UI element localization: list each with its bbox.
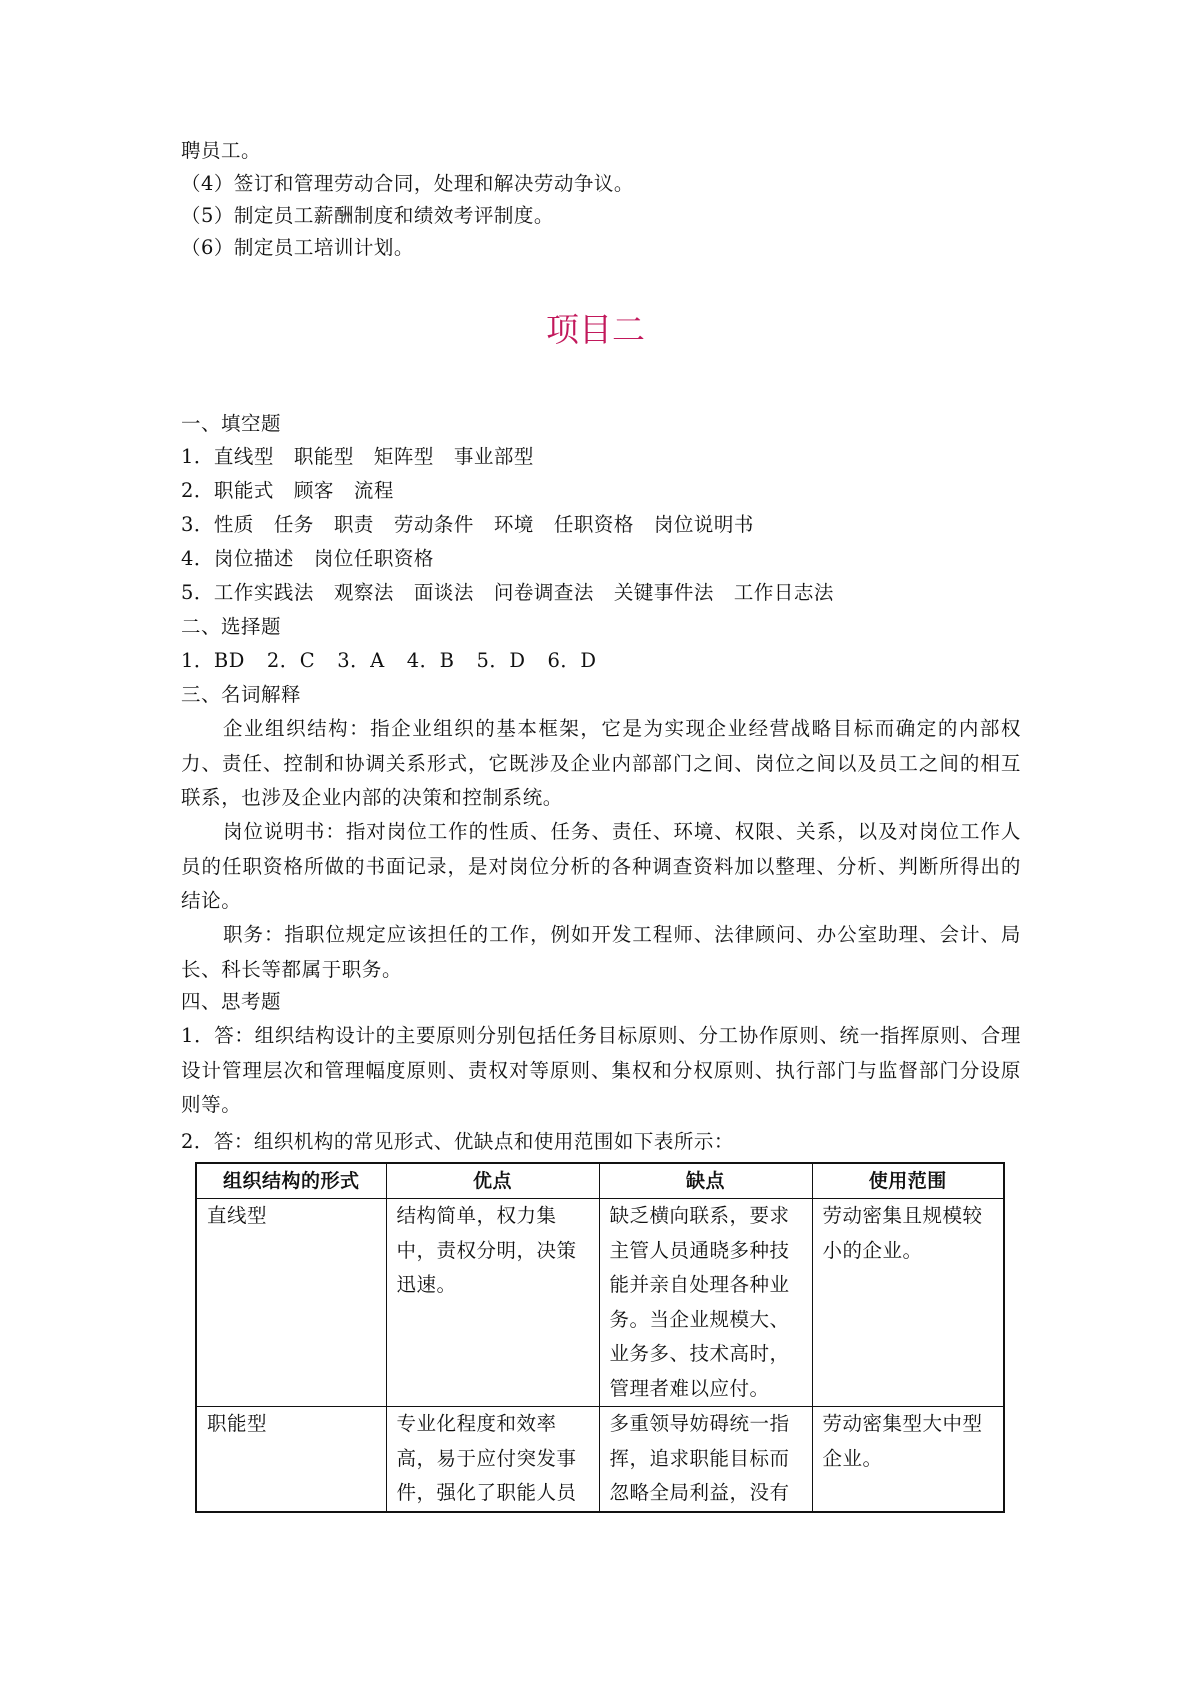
section-title: 项目二: [546, 310, 645, 349]
answer-line: 3．性质 任务 职责 劳动条件 环境 任职资格 岗位说明书: [181, 513, 754, 536]
section-heading-thinking: 四、思考题: [181, 990, 282, 1013]
section-heading-fill-in: 一、填空题: [181, 412, 282, 435]
cell-text: 职能型: [207, 1412, 268, 1435]
choice-answer: 6．D: [547, 649, 597, 672]
table-cell: 劳动密集且规模较小的企业。: [812, 1199, 1004, 1407]
answer-line: 2．答：组织机构的常见形式、优缺点和使用范围如下表所示：: [181, 1130, 734, 1153]
table-row: [196, 1199, 1004, 1407]
table-cell: 直线型: [196, 1199, 386, 1407]
answer-line: 4．岗位描述 岗位任职资格: [181, 547, 434, 570]
table-cell: [812, 1407, 1004, 1512]
choice-answer: 2．C: [266, 649, 316, 672]
table-cell: [386, 1407, 599, 1512]
column-header: 使用范围: [812, 1163, 1004, 1199]
choice-answers: [181, 649, 619, 673]
table-cell: 结构简单，权力集中，责权分明，决策迅速。: [386, 1199, 599, 1407]
table-cell: [599, 1407, 812, 1512]
cell-text: 多重领导妨碍统一指挥，追求职能目标而忽略全局利益，没有: [609, 1412, 790, 1504]
comparison-table: [195, 1162, 1005, 1513]
text-line: （6）制定员工培训计划。: [181, 236, 414, 259]
section-heading-terms: 三、名词解释: [181, 683, 302, 706]
table-header-row: [196, 1163, 1004, 1199]
text-line: 聘员工。: [181, 139, 262, 162]
table-row: [196, 1407, 1004, 1512]
choice-answer: 4．B: [406, 649, 455, 672]
term-paragraph: 岗位说明书：指对岗位工作的性质、任务、责任、环境、权限、关系，以及对岗位工作人员的任职资格所做的书面记录，是对岗位分析的各种调查资料加以整理、分析、判断所得出的结论。: [181, 820, 1021, 912]
choice-answer: 1．BD: [181, 649, 245, 672]
answer-paragraph: 1．答：组织结构设计的主要原则分别包括任务目标原则、分工协作原则、统一指挥原则、合理设计管理层次和管理幅度原则、责权对等原则、集权和分权原则、执行部门与监督部门分设原则等。: [181, 1024, 1021, 1116]
choice-answer: 5．D: [476, 649, 526, 672]
cell-text: 专业化程度和效率高，易于应付突发事件，强化了职能人员: [396, 1412, 577, 1504]
term-paragraph: 企业组织结构：指企业组织的基本框架，它是为实现企业经营战略目标而确定的内部权力、责任、控制和协调关系形式，它既涉及企业内部部门之间、岗位之间以及员工之间的相互联系，也涉及企业内部的决策和控制系统。: [181, 717, 1021, 809]
column-header: 缺点: [599, 1163, 812, 1199]
answer-line: 2．职能式 顾客 流程: [181, 479, 394, 502]
column-header: 组织结构的形式: [196, 1163, 386, 1199]
table-cell: 缺乏横向联系，要求主管人员通晓多种技能并亲自处理各种业务。当企业规模大、业务多、技术高时，管理者难以应付。: [599, 1199, 812, 1407]
cell-text: 劳动密集型大中型企业。: [822, 1412, 983, 1470]
choice-answer: 3．A: [337, 649, 385, 672]
section-heading-choice: 二、选择题: [181, 615, 282, 638]
answer-line: 5．工作实践法 观察法 面谈法 问卷调查法 关键事件法 工作日志法: [181, 581, 834, 604]
column-header: 优点: [386, 1163, 599, 1199]
text-line: （5）制定员工薪酬制度和绩效考评制度。: [181, 204, 554, 227]
table-cell: [196, 1407, 386, 1512]
answer-line: 1．直线型 职能型 矩阵型 事业部型: [181, 445, 534, 468]
term-paragraph: 职务：指职位规定应该担任的工作，例如开发工程师、法律顾问、办公室助理、会计、局长、科长等都属于职务。: [181, 923, 1021, 981]
text-line: （4）签订和管理劳动合同，处理和解决劳动争议。: [181, 172, 634, 195]
